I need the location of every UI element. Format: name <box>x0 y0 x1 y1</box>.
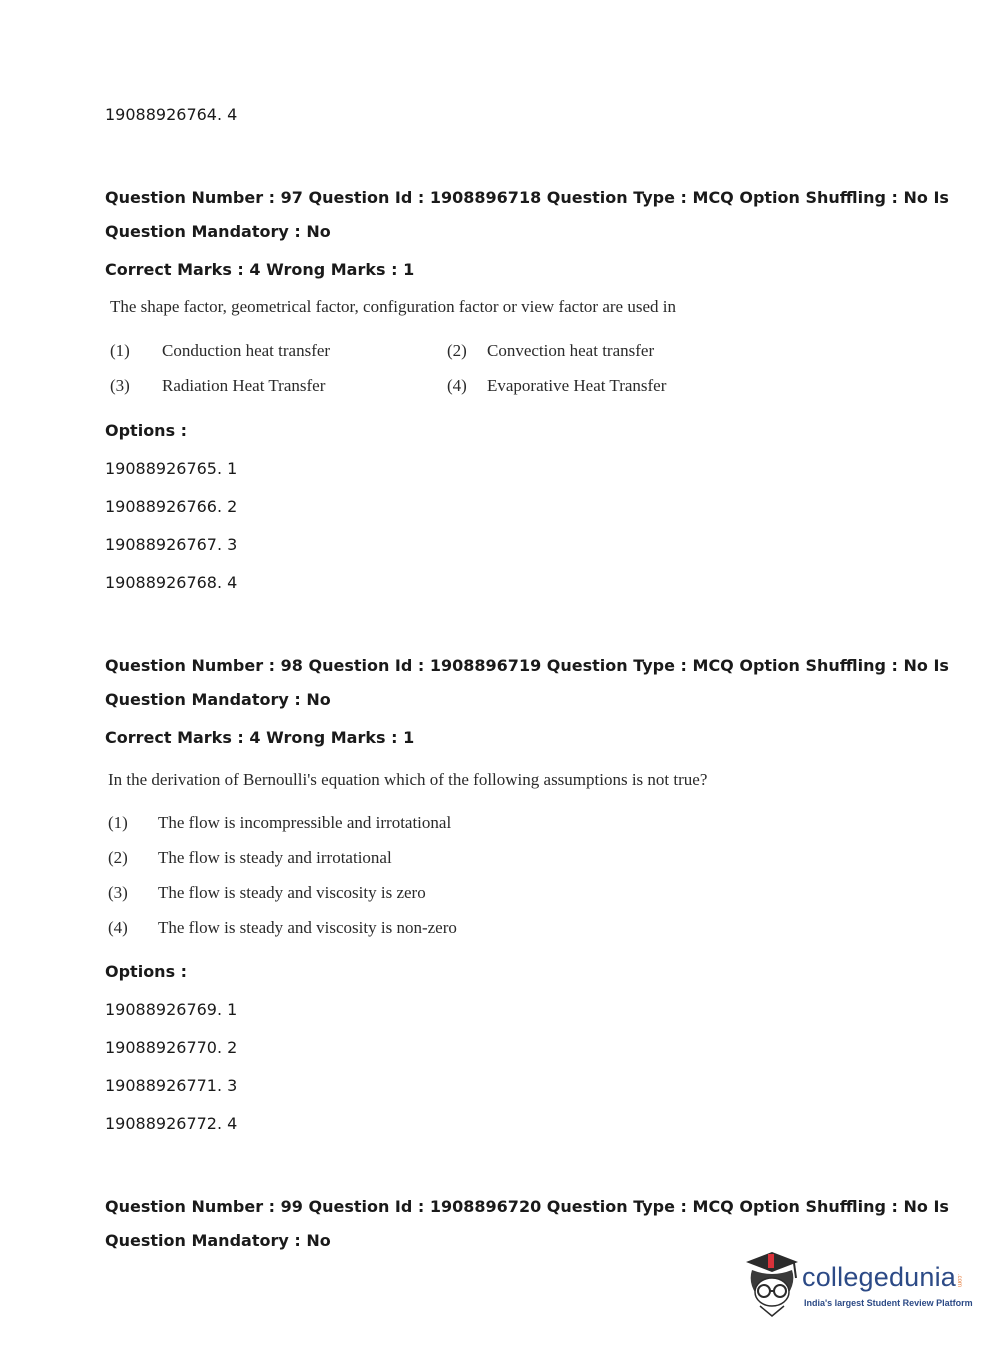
option-line: 19088926768. 4 <box>105 573 238 592</box>
options-label: Options : <box>105 421 188 440</box>
question-98-mandatory: Question Mandatory : No <box>105 690 331 709</box>
choice-number: (4) <box>108 918 128 937</box>
logo-domain-suffix: .com <box>956 1274 962 1288</box>
option-line: 19088926772. 4 <box>105 1114 238 1133</box>
choice-number: (3) <box>110 376 130 395</box>
question-97-header: Question Number : 97 Question Id : 1908896718 Question Type : MCQ Option Shuffling : No Is <box>105 188 949 207</box>
question-98-marks: Correct Marks : 4 Wrong Marks : 1 <box>105 728 415 747</box>
choice-text: Evaporative Heat Transfer <box>487 376 667 395</box>
choice-text: Radiation Heat Transfer <box>162 376 326 395</box>
option-line: 19088926769. 1 <box>105 1000 238 1019</box>
option-line: 19088926767. 3 <box>105 535 238 554</box>
question-99-mandatory: Question Mandatory : No <box>105 1231 331 1250</box>
option-line: 19088926765. 1 <box>105 459 238 478</box>
question-99-header: Question Number : 99 Question Id : 1908896720 Question Type : MCQ Option Shuffling : No Is <box>105 1197 949 1216</box>
option-line: 19088926770. 2 <box>105 1038 238 1057</box>
option-line: 19088926766. 2 <box>105 497 238 516</box>
option-line: 19088926771. 3 <box>105 1076 238 1095</box>
choice-text: Conduction heat transfer <box>162 341 331 360</box>
question-97-mandatory: Question Mandatory : No <box>105 222 331 241</box>
logo-wordmark: collegedunia <box>802 1262 957 1292</box>
choice-text: Convection heat transfer <box>487 341 655 360</box>
choice-number: (2) <box>447 341 467 360</box>
options-label: Options : <box>105 962 188 981</box>
mascot-icon <box>742 1248 804 1318</box>
choice-text: The flow is steady and irrotational <box>158 848 392 867</box>
choice-number: (2) <box>108 848 128 867</box>
collegedunia-logo <box>742 1248 972 1318</box>
choice-number: (3) <box>108 883 128 902</box>
choice-text: The flow is steady and viscosity is zero <box>158 883 426 902</box>
question-97-marks: Correct Marks : 4 Wrong Marks : 1 <box>105 260 415 279</box>
logo-tagline: India's largest Student Review Platform <box>804 1298 973 1308</box>
choice-text: The flow is incompressible and irrotational <box>158 813 452 832</box>
choice-text: The flow is steady and viscosity is non-zero <box>158 918 457 937</box>
question-98-stem: In the derivation of Bernoulli's equation which of the following assumptions is not true? <box>108 770 708 789</box>
choice-number: (1) <box>110 341 130 360</box>
choice-number: (1) <box>108 813 128 832</box>
choice-number: (4) <box>447 376 467 395</box>
question-97-stem: The shape factor, geometrical factor, configuration factor or view factor are used in <box>110 297 676 316</box>
option-line: 19088926764. 4 <box>105 105 238 124</box>
question-98-header: Question Number : 98 Question Id : 1908896719 Question Type : MCQ Option Shuffling : No Is <box>105 656 949 675</box>
